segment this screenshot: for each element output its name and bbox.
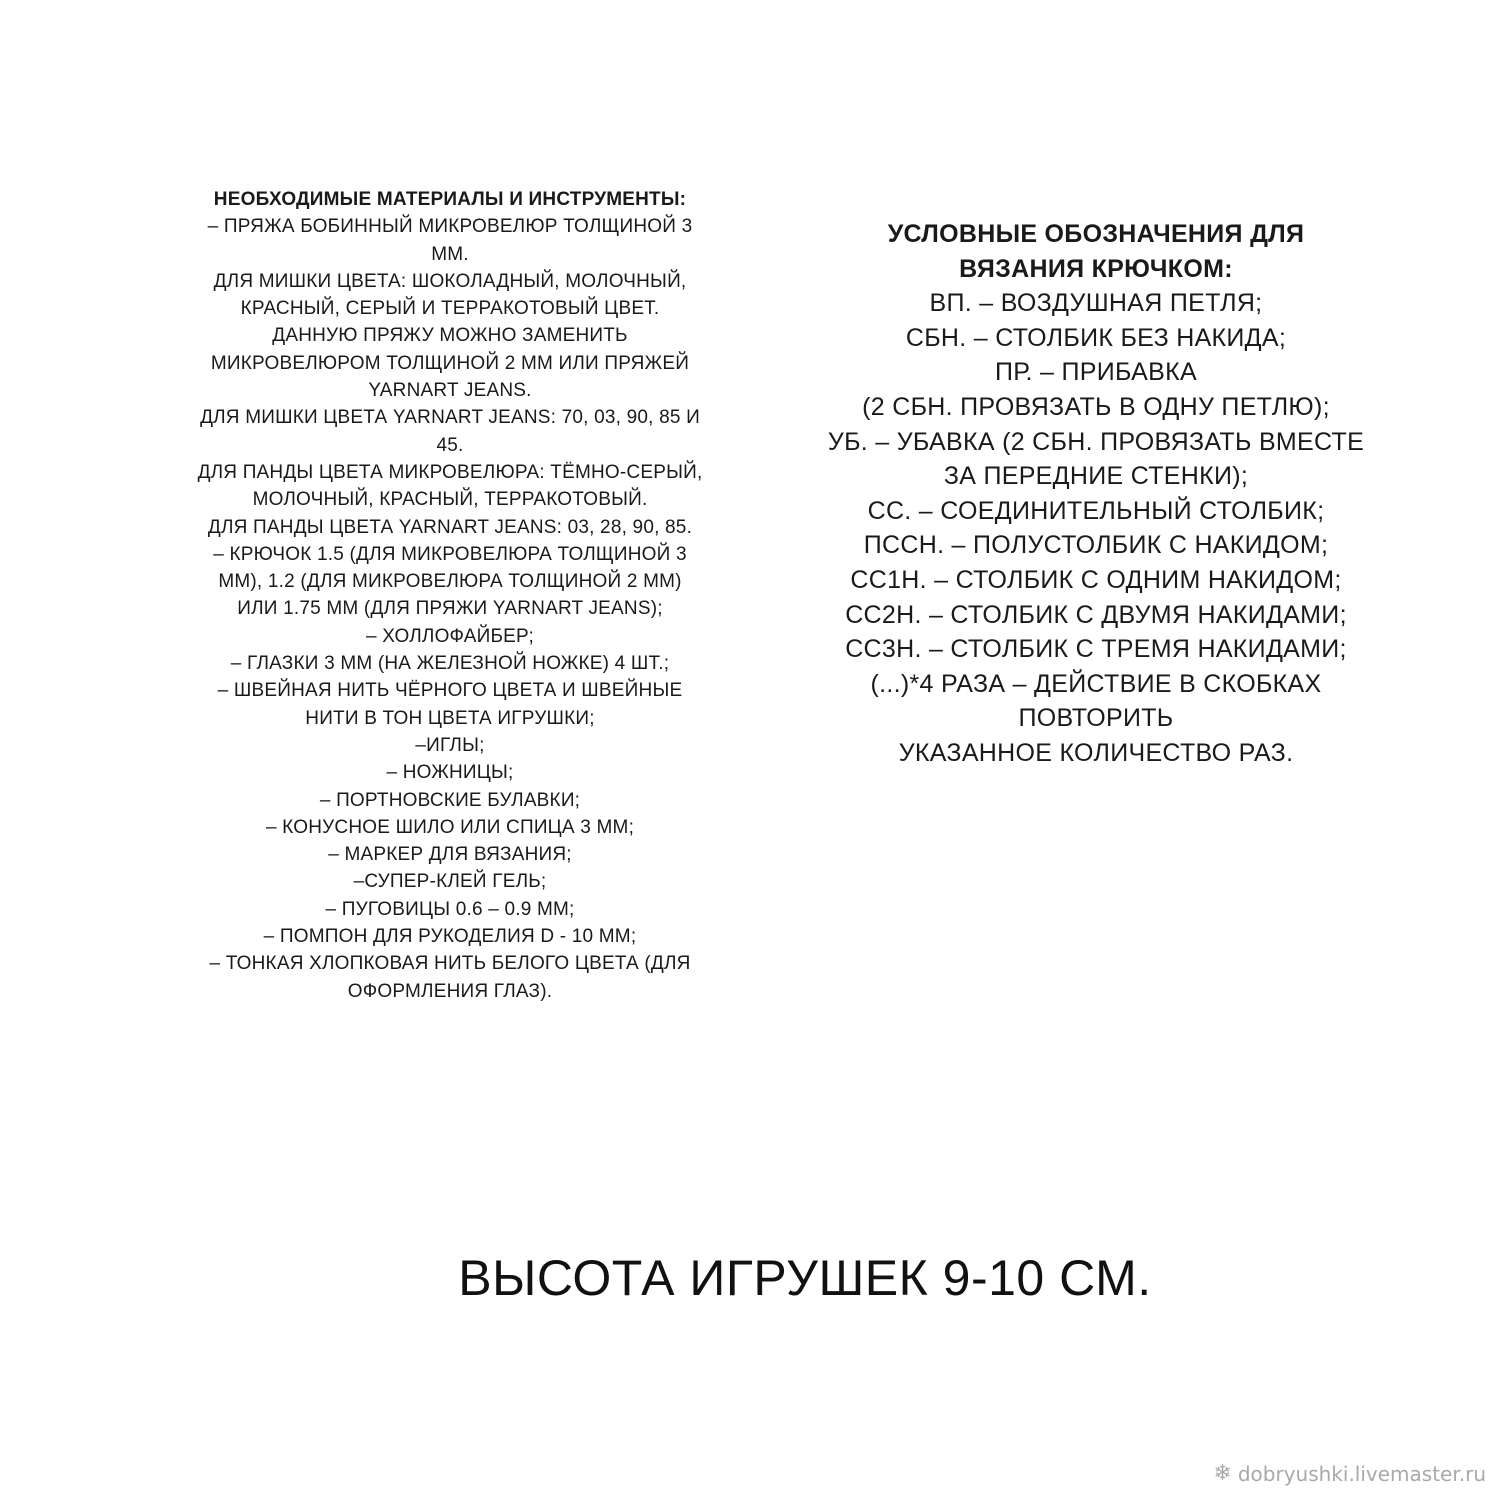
materials-line: ДЛЯ МИШКИ ЦВЕТА: ШОКОЛАДНЫЙ, МОЛОЧНЫЙ, bbox=[213, 270, 687, 292]
abbreviation-line: СС2Н. – СТОЛБИК С ДВУМЯ НАКИДАМИ; bbox=[845, 600, 1347, 629]
materials-line: – ПУГОВИЦЫ 0.6 – 0.9 ММ; bbox=[325, 898, 575, 920]
abbreviation-line: ПССН. – ПОЛУСТОЛБИК С НАКИДОМ; bbox=[863, 531, 1329, 560]
materials-section bbox=[120, 186, 780, 1005]
materials-line: – ТОНКАЯ ХЛОПКОВАЯ НИТЬ БЕЛОГО ЦВЕТА (ДЛЯ bbox=[209, 953, 691, 975]
materials-line: – КОНУСНОЕ ШИЛО ИЛИ СПИЦА 3 ММ; bbox=[265, 816, 635, 838]
materials-line: – МАРКЕР ДЛЯ ВЯЗАНИЯ; bbox=[328, 844, 572, 866]
materials-line: ДЛЯ ПАНДЫ ЦВЕТА МИКРОВЕЛЮРА: ТЁМНО-СЕРЫЙ, bbox=[197, 461, 703, 483]
abbreviation-line: (2 СБН. ПРОВЯЗАТЬ В ОДНУ ПЕТЛЮ); bbox=[862, 392, 1330, 421]
abbreviation-line: ЗА ПЕРЕДНИЕ СТЕНКИ); bbox=[943, 462, 1249, 491]
materials-line: ММ. bbox=[431, 243, 469, 265]
materials-line: ИЛИ 1.75 ММ (ДЛЯ ПРЯЖИ YARNART JEANS); bbox=[237, 598, 663, 620]
abbreviation-line: УКАЗАННОЕ КОЛИЧЕСТВО РАЗ. bbox=[898, 738, 1294, 767]
materials-line: КРАСНЫЙ, СЕРЫЙ И ТЕРРАКОТОВЫЙ ЦВЕТ. bbox=[240, 298, 660, 320]
abbreviation-line: (...)*4 РАЗА – ДЕЙСТВИЕ В СКОБКАХ bbox=[870, 669, 1322, 698]
materials-line: –СУПЕР-КЛЕЙ ГЕЛЬ; bbox=[353, 871, 547, 893]
snowflake-icon: ❄ bbox=[1213, 1461, 1232, 1486]
watermark-text: dobryushki.livemaster.ru bbox=[1237, 1462, 1486, 1486]
abbreviations-list bbox=[796, 286, 1396, 770]
materials-line: – КРЮЧОК 1.5 (ДЛЯ МИКРОВЕЛЮРА ТОЛЩИНОЙ 3 bbox=[213, 543, 687, 565]
materials-line: ДЛЯ МИШКИ ЦВЕТА YARNART JEANS: 70, 03, 90, 85 И bbox=[200, 407, 700, 429]
abbreviation-line: ВП. – ВОЗДУШНАЯ ПЕТЛЯ; bbox=[929, 289, 1263, 318]
materials-line: ДЛЯ ПАНДЫ ЦВЕТА YARNART JEANS: 03, 28, 90, 85. bbox=[207, 516, 693, 538]
materials-list bbox=[120, 213, 780, 1005]
abbreviations-heading-line: ВЯЗАНИЯ КРЮЧКОМ: bbox=[959, 254, 1233, 283]
materials-line: – ШВЕЙНАЯ НИТЬ ЧЁРНОГО ЦВЕТА И ШВЕЙНЫЕ bbox=[217, 680, 683, 702]
materials-line: ДАННУЮ ПРЯЖУ МОЖНО ЗАМЕНИТЬ bbox=[272, 325, 628, 347]
materials-line: МИКРОВЕЛЮРОМ ТОЛЩИНОЙ 2 ММ ИЛИ ПРЯЖЕЙ bbox=[210, 352, 690, 374]
materials-line: МОЛОЧНЫЙ, КРАСНЫЙ, ТЕРРАКОТОВЫЙ. bbox=[252, 489, 648, 511]
materials-line: – ПОРТНОВСКИЕ БУЛАВКИ; bbox=[319, 789, 581, 811]
materials-line: ММ), 1.2 (ДЛЯ МИКРОВЕЛЮРА ТОЛЩИНОЙ 2 ММ) bbox=[218, 571, 682, 593]
materials-line: YARNART JEANS. bbox=[368, 380, 532, 402]
abbreviation-line: СБН. – СТОЛБИК БЕЗ НАКИДА; bbox=[905, 323, 1287, 352]
materials-line: ОФОРМЛЕНИЯ ГЛАЗ). bbox=[347, 980, 553, 1002]
materials-line: 45. bbox=[436, 434, 464, 456]
abbreviation-line: УБ. – УБАВКА (2 СБН. ПРОВЯЗАТЬ ВМЕСТЕ bbox=[827, 427, 1365, 456]
materials-line: – ПРЯЖА БОБИННЫЙ МИКРОВЕЛЮР ТОЛЩИНОЙ 3 bbox=[207, 216, 693, 238]
materials-line: – ХОЛЛОФАЙБЕР; bbox=[365, 625, 534, 647]
watermark bbox=[1213, 1462, 1486, 1486]
abbreviation-line: СС1Н. – СТОЛБИК С ОДНИМ НАКИДОМ; bbox=[850, 565, 1342, 594]
materials-line: – ПОМПОН ДЛЯ РУКОДЕЛИЯ D - 10 ММ; bbox=[263, 926, 637, 948]
abbreviation-line: ПР. – ПРИБАВКА bbox=[995, 358, 1197, 387]
materials-line: – ГЛАЗКИ 3 ММ (НА ЖЕЛЕЗНОЙ НОЖКЕ) 4 ШТ.; bbox=[230, 653, 670, 675]
materials-line: НИТИ В ТОН ЦВЕТА ИГРУШКИ; bbox=[305, 707, 595, 729]
materials-line: –ИГЛЫ; bbox=[415, 734, 485, 756]
abbreviations-heading-line: УСЛОВНЫЕ ОБОЗНАЧЕНИЯ ДЛЯ bbox=[887, 220, 1305, 248]
abbreviation-line: СС3Н. – СТОЛБИК С ТРЕМЯ НАКИДАМИ; bbox=[845, 635, 1347, 664]
materials-line: – НОЖНИЦЫ; bbox=[386, 762, 514, 784]
abbreviation-line: СС. – СОЕДИНИТЕЛЬНЫЙ СТОЛБИК; bbox=[867, 496, 1325, 525]
toy-height-note: ВЫСОТА ИГРУШЕК 9-10 СМ. bbox=[458, 1250, 1152, 1306]
abbreviation-line: ПОВТОРИТЬ bbox=[1018, 704, 1174, 733]
materials-heading: НЕОБХОДИМЫЕ МАТЕРИАЛЫ И ИНСТРУМЕНТЫ: bbox=[213, 189, 687, 210]
abbreviations-section bbox=[796, 217, 1396, 771]
